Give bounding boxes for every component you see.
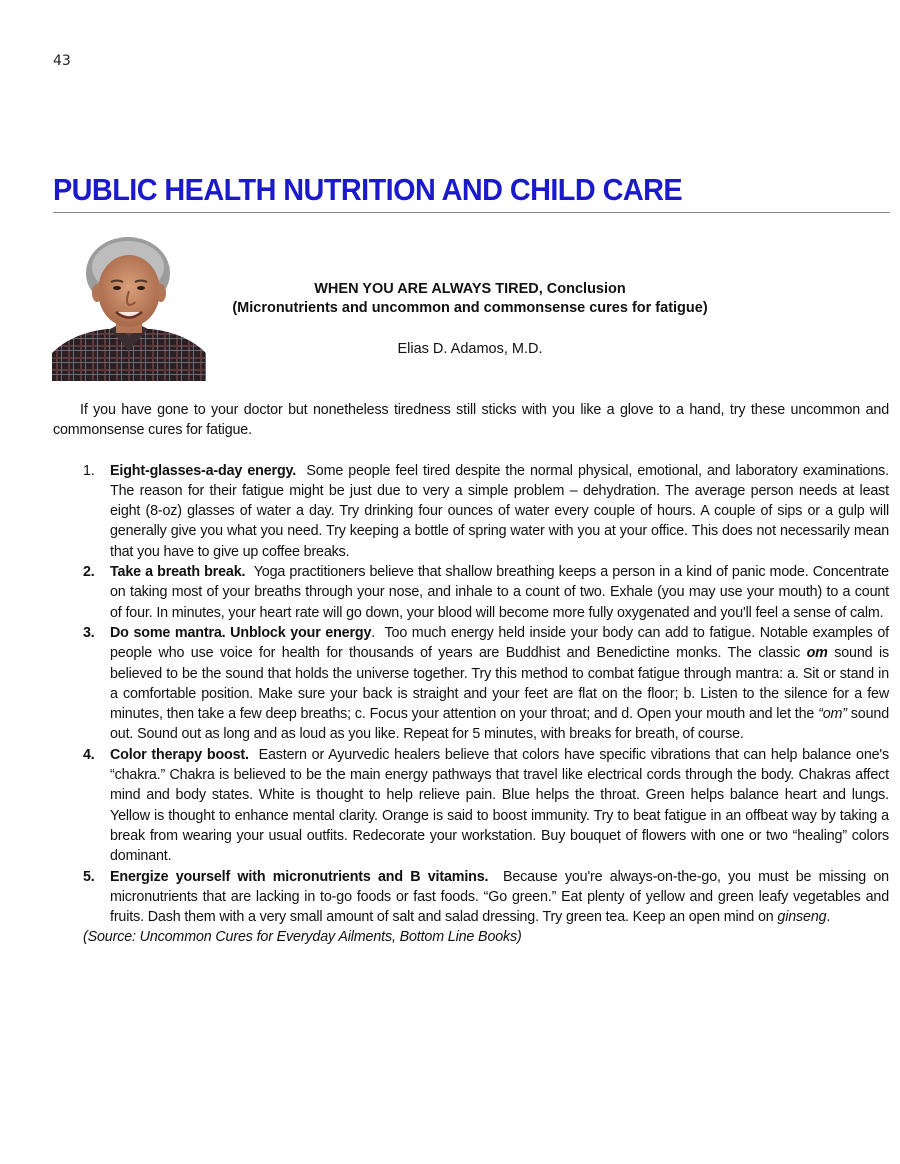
tip-text: Yoga practitioners believe that shallow breathing keeps a person in a kind of panic mode. Concentrate on taking most of your breaths through your nose, and inhale to a count of two. Exhale (you may use your mouth) to a count of four. In minutes, your heart rate will go down, your blood will become more fully oxygenated and you'll feel a sense of calm. [110, 564, 889, 621]
article-subhead: (Micronutrients and uncommon and commonsense cures for fatigue) [232, 300, 708, 316]
list-item [53, 745, 889, 867]
article-heading [210, 280, 730, 359]
list-item [53, 461, 889, 562]
list-item [53, 623, 889, 745]
article-body [53, 400, 889, 948]
tip-text: Some people feel tired despite the normal physical, emotional, and laboratory examinations. The reason for their fatigue might be just due to very a simple problem – dehydration. The average person needs at least eight (8-oz) glasses of water a day. Try drinking four ounces of water every couple of hours. A couple of sips or a gulp will generally give you what you need. Try keeping a bottle of spring water with you at your office. This does not necessarily mean that you have to give up coffee breaks. [110, 462, 889, 560]
list-item [53, 867, 889, 928]
tip-text: sound is believed to be the sound that holds the universe together. Try this method to combat fatigue through mantra: a. Sit or stand in a comfortable position. Make sure your back is straight and your feet are flat on the floor; b. Listen to the silence for a few minutes, then take a few deep breaths; c. Focus your attention on your throat; and d. Open your mouth and let the [110, 645, 889, 723]
tip-lead: Eight-glasses-a-day energy. [110, 462, 297, 479]
tip-emphasis: om [806, 645, 828, 662]
author-portrait [52, 233, 206, 381]
page-number: 43 [53, 53, 71, 69]
list-number: 3. [83, 624, 95, 641]
tip-text-end: . [826, 909, 831, 926]
section-title: PUBLIC HEALTH NUTRITION AND CHILD CARE [53, 172, 683, 207]
list-number: 1. [83, 462, 95, 479]
intro-paragraph: If you have gone to your doctor but nonetheless tiredness still sticks with you like a glove to a hand, try these uncommon and commonsense cures for fatigue. [53, 402, 889, 439]
list-number: 4. [83, 746, 95, 763]
list-number: 5. [83, 868, 95, 885]
tip-text: Because you're always-on-the-go, you must be missing on micronutrients that are lacking in to-go foods or fast foods. “Go green.” Eat plenty of yellow and green leafy vegetables and fruits. Dash them with a very small amount of salt and salad dressing. Try green tea. Keep an open mind on [110, 868, 889, 926]
tip-lead-end: . [371, 624, 376, 641]
tip-text: sound out. Sound out as long and as loud as you like. Repeat for 5 minutes, with breaks for breath, of course. [110, 706, 890, 743]
list-number: 2. [83, 564, 95, 581]
tip-text: Eastern or Ayurvedic healers believe that colors have specific vibrations that can help balance one's “chakra.” Chakra is believed to be the main energy pathways that travel like electrical cords through the body. Chakras affect mind and body states. White is thought to help relieve pain. Blue helps the throat. Green helps balance heart and lungs. Yellow is thought to enhance mental clarity. Orange is said to boost immunity. Try to beat fatigue in an offbeat way by taking a break from wearing your usual outfits. Redecorate your workstation. Buy bouquet of flowers with one or two “healing” colors dominant. [110, 746, 889, 865]
tip-lead: Take a breath break. [110, 564, 246, 581]
section-header [53, 172, 890, 213]
tip-text: Too much energy held inside your body can add to fatigue. Notable examples of people who use voice for health for thousands of years are Buddhist and Benedictine monks. The classic [110, 624, 889, 662]
article-author: Elias D. Adamos, M.D. [397, 341, 543, 357]
source-citation: (Source: Uncommon Cures for Everyday Ailments, Bottom Line Books) [83, 929, 522, 946]
tip-lead: Energize yourself with micronutrients and B vitamins. [110, 868, 489, 885]
article-headline: WHEN YOU ARE ALWAYS TIRED, Conclusion [314, 281, 626, 297]
tip-lead: Color therapy boost. [110, 746, 249, 763]
tip-emphasis: ginseng [777, 909, 827, 926]
tips-list [53, 461, 889, 928]
tip-emphasis: “om” [818, 706, 847, 723]
list-item [53, 562, 889, 623]
tip-lead: Do some mantra. Unblock your energy [110, 624, 372, 641]
